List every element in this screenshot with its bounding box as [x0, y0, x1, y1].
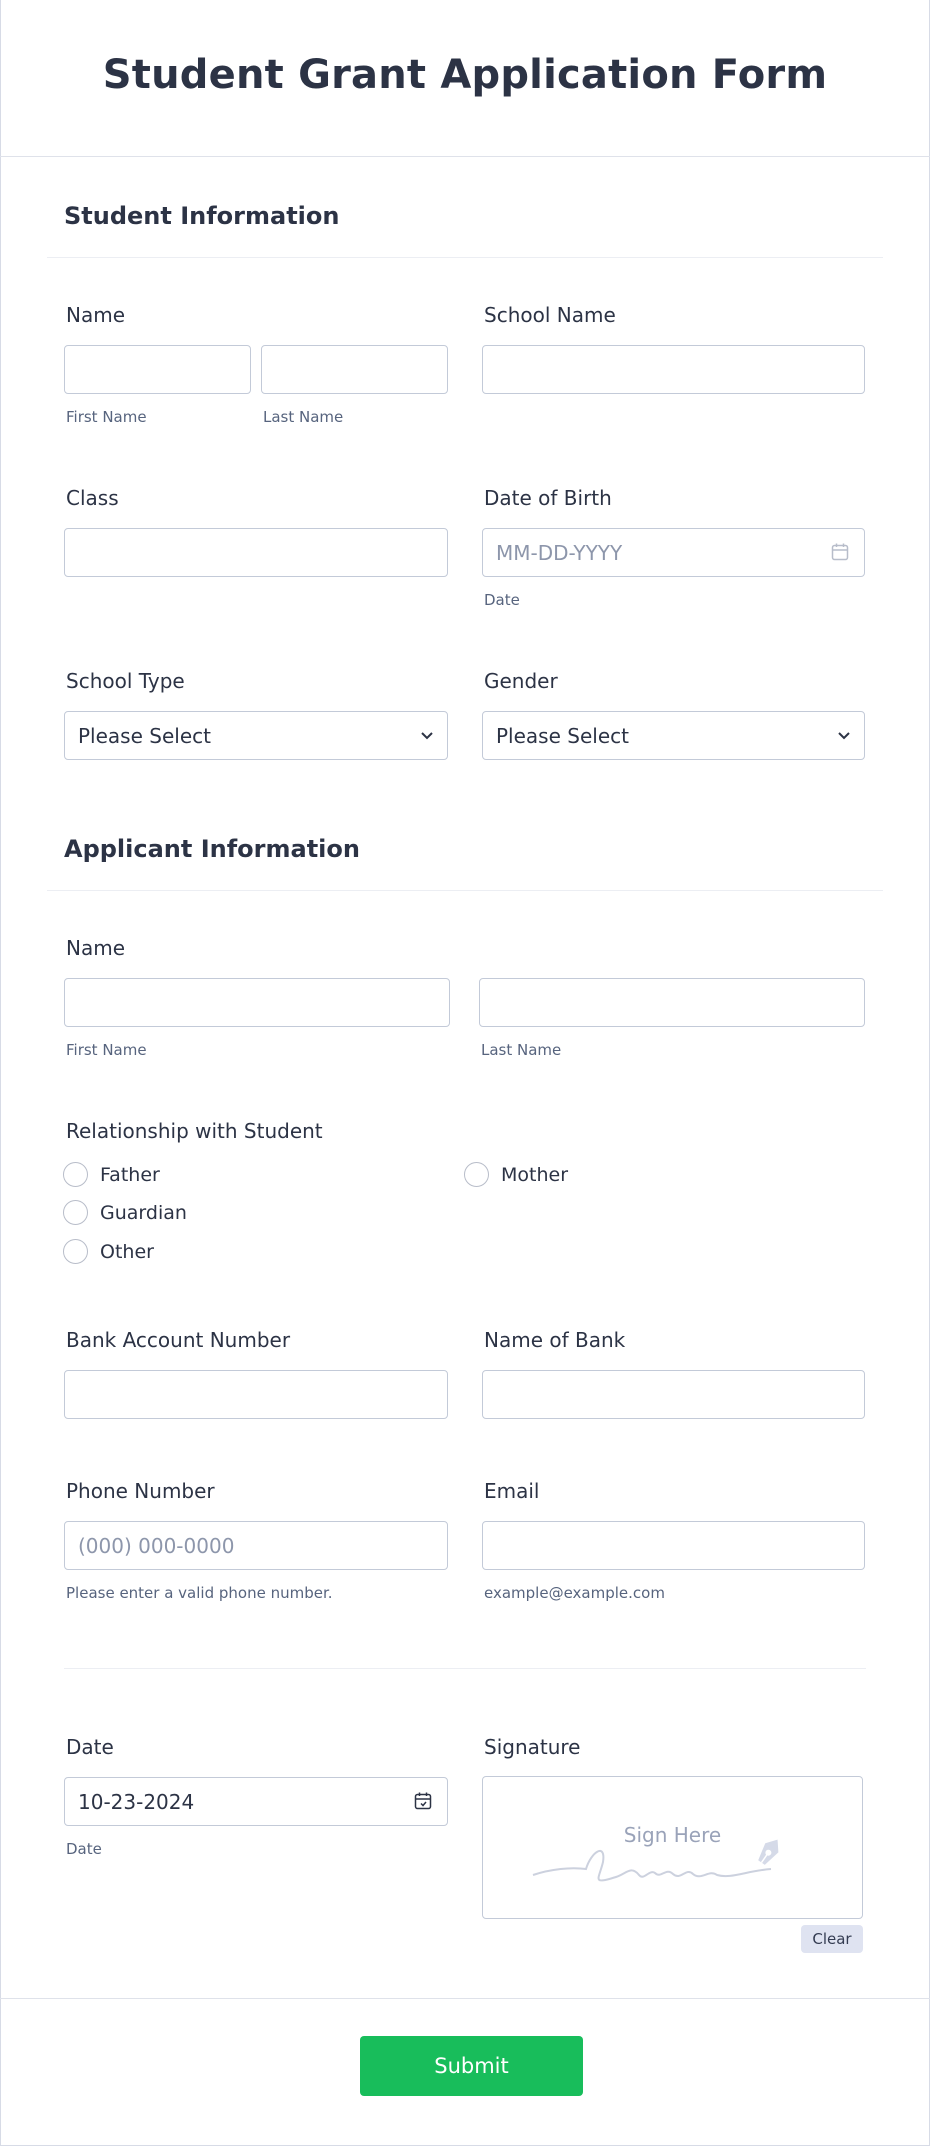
signature-pad[interactable]: [482, 1776, 863, 1919]
radio-option-guardian[interactable]: [63, 1200, 187, 1225]
student-last-name-input[interactable]: [261, 345, 448, 394]
radio-option-mother[interactable]: [464, 1162, 568, 1187]
clear-signature-button[interactable]: Clear: [801, 1925, 863, 1953]
signature-label: Signature: [484, 1735, 581, 1759]
school-name-label: School Name: [484, 303, 616, 327]
gender-label: Gender: [484, 669, 558, 693]
email-label: Email: [484, 1479, 540, 1503]
email-sublabel: example@example.com: [484, 1584, 665, 1602]
radio-button[interactable]: [63, 1239, 88, 1264]
radio-option-other[interactable]: [63, 1239, 154, 1264]
dob-label: Date of Birth: [484, 486, 612, 510]
bank-name-label: Name of Bank: [484, 1328, 626, 1352]
applicant-last-name-sublabel: Last Name: [481, 1041, 562, 1059]
radio-button[interactable]: [63, 1200, 88, 1225]
submit-button[interactable]: Submit: [360, 2036, 583, 2096]
chevron-down-icon: [836, 727, 852, 743]
relationship-label: Relationship with Student: [66, 1119, 323, 1143]
applicant-name-label: Name: [66, 936, 126, 960]
radio-label: Other: [100, 1240, 154, 1263]
radio-option-father[interactable]: [63, 1162, 160, 1187]
student-first-name-input[interactable]: [64, 345, 251, 394]
signature-scribble-icon: [531, 1817, 821, 1892]
student-section-title: Student Information: [64, 202, 340, 230]
school-type-value: Please Select: [78, 724, 211, 748]
student-name-label: Name: [66, 303, 126, 327]
bank-account-input[interactable]: [64, 1370, 448, 1419]
section-divider: [47, 890, 883, 891]
form-title: Student Grant Application Form: [102, 52, 828, 98]
class-label: Class: [66, 486, 119, 510]
applicant-first-name-input[interactable]: [64, 978, 450, 1027]
school-type-label: School Type: [66, 669, 185, 693]
radio-label: Father: [100, 1163, 160, 1186]
phone-label: Phone Number: [66, 1479, 215, 1503]
email-input[interactable]: [482, 1521, 865, 1570]
applicant-first-name-sublabel: First Name: [66, 1041, 147, 1059]
dob-placeholder: MM-DD-YYYY: [496, 541, 623, 565]
divider: [64, 1668, 866, 1669]
radio-button[interactable]: [63, 1162, 88, 1187]
class-input[interactable]: [64, 528, 448, 577]
date-input[interactable]: [64, 1777, 448, 1826]
bank-name-input[interactable]: [482, 1370, 865, 1419]
dob-input[interactable]: [482, 528, 865, 577]
footer-divider: [0, 1998, 930, 1999]
date-label: Date: [66, 1735, 114, 1759]
student-first-name-sublabel: First Name: [66, 408, 147, 426]
gender-value: Please Select: [496, 724, 629, 748]
applicant-section-title: Applicant Information: [64, 835, 360, 863]
radio-label: Guardian: [100, 1201, 187, 1224]
signature-placeholder: Sign Here: [623, 1823, 722, 1847]
school-type-select[interactable]: [64, 711, 448, 760]
applicant-last-name-input[interactable]: [479, 978, 865, 1027]
calendar-icon[interactable]: [413, 1791, 433, 1811]
radio-label: Mother: [501, 1163, 569, 1186]
radio-button[interactable]: [464, 1162, 489, 1187]
date-value: 10-23-2024: [78, 1790, 195, 1814]
school-name-input[interactable]: [482, 345, 865, 394]
date-sublabel: Date: [66, 1840, 102, 1858]
dob-sublabel: Date: [484, 591, 520, 609]
student-last-name-sublabel: Last Name: [263, 408, 344, 426]
bank-account-label: Bank Account Number: [66, 1328, 291, 1352]
phone-sublabel: Please enter a valid phone number.: [66, 1584, 333, 1602]
gender-select[interactable]: [482, 711, 865, 760]
calendar-icon[interactable]: [830, 542, 850, 562]
phone-placeholder: (000) 000-0000: [78, 1534, 235, 1558]
section-divider: [47, 257, 883, 258]
chevron-down-icon: [419, 727, 435, 743]
form-header: [0, 0, 930, 157]
phone-input[interactable]: [64, 1521, 448, 1570]
